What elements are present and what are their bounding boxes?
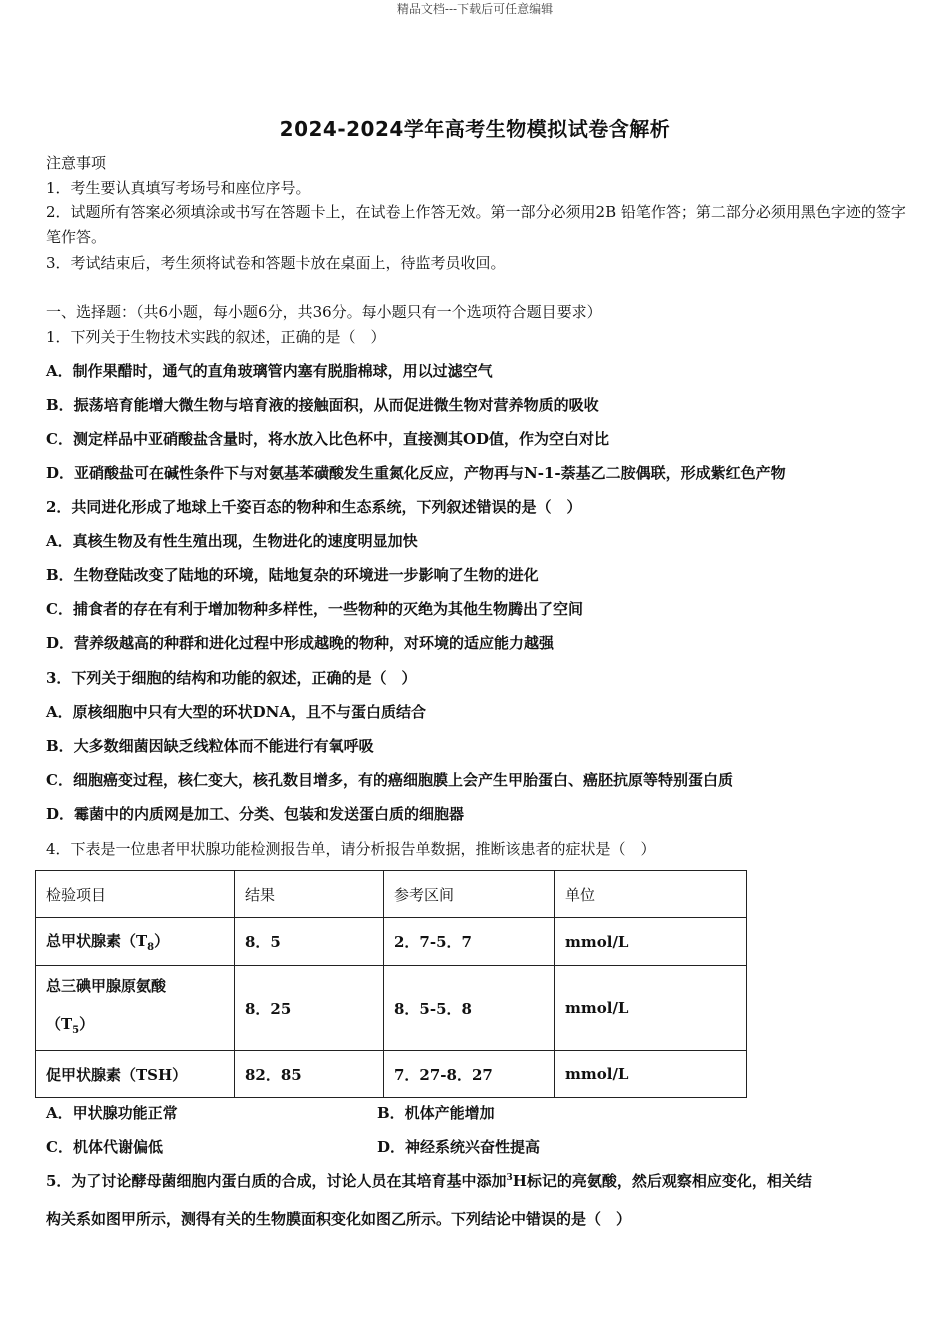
notice-item-1: 1．考生要认真填写考场号和座位序号。 bbox=[46, 179, 311, 197]
item-text: 总三碘甲腺原氨酸 bbox=[46, 976, 167, 995]
table-row bbox=[36, 1051, 747, 1098]
table-cell-unit: mmol/L bbox=[555, 966, 747, 1051]
q2-option-c: C．捕食者的存在有利于增加物种多样性，一些物种的灭绝为其他生物腾出了空间 bbox=[46, 600, 583, 618]
item-text-2: （T bbox=[46, 1014, 73, 1033]
notice-item-2: 2．试题所有答案必须填涂或书写在答题卡上，在试卷上作答无效。第一部分必须用2B 铅笔作答；第二部分必须用黑色字迹的签字笔作答。 bbox=[46, 203, 906, 246]
table-cell-result: 82．85 bbox=[235, 1051, 384, 1098]
q2-option-a: A．真核生物及有性生殖出现，生物进化的速度明显加快 bbox=[46, 532, 418, 550]
q4-option-c: C．机体代谢偏低 bbox=[46, 1138, 163, 1156]
table-cell-unit: mmol/L bbox=[555, 918, 747, 966]
item-text: 总甲状腺素（T bbox=[46, 932, 148, 950]
q5-stem-line2: 构关系如图甲所示，测得有关的生物膜面积变化如图乙所示。下列结论中错误的是（ ） bbox=[46, 1210, 632, 1228]
table-header-row bbox=[36, 871, 747, 918]
notice-item-3: 3．考试结束后，考生须将试卷和答题卡放在桌面上，待监考员收回。 bbox=[46, 254, 506, 272]
table-header: 检验项目 bbox=[36, 871, 235, 918]
item-subscript: 5 bbox=[72, 1024, 80, 1036]
table-cell-range: 7．27-8．27 bbox=[384, 1051, 555, 1098]
item-text-end: ） bbox=[154, 932, 170, 950]
table-cell-result: 8．5 bbox=[235, 918, 384, 966]
q1-stem: 1．下列关于生物技术实践的叙述，正确的是（ ） bbox=[46, 328, 386, 346]
notice-heading: 注意事项 bbox=[46, 154, 107, 172]
table-header: 单位 bbox=[555, 871, 747, 918]
q1-option-c: C．测定样品中亚硝酸盐含量时，将水放入比色杯中，直接测其OD值，作为空白对比 bbox=[46, 430, 610, 448]
q4-option-a: A．甲状腺功能正常 bbox=[46, 1104, 178, 1122]
q3-option-d: D．霉菌中的内质网是加工、分类、包装和发送蛋白质的细胞器 bbox=[46, 805, 465, 823]
q3-option-c: C．细胞癌变过程，核仁变大，核孔数目增多，有的癌细胞膜上会产生甲胎蛋白、癌胚抗原等特别蛋白质 bbox=[46, 771, 733, 789]
q1-option-b: B．振荡培育能增大微生物与培育液的接触面积，从而促进微生物对营养物质的吸收 bbox=[46, 396, 599, 414]
q5-stem-a: 5．为了讨论酵母菌细胞内蛋白质的合成，讨论人员在其培育基中添加 bbox=[46, 1172, 507, 1190]
table-header: 结果 bbox=[235, 871, 384, 918]
item-subscript: 8 bbox=[147, 942, 155, 953]
q2-stem: 2．共同进化形成了地球上千姿百态的物种和生态系统，下列叙述错误的是（ ） bbox=[46, 498, 582, 516]
table-cell-unit: mmol/L bbox=[555, 1051, 747, 1098]
q2-option-d: D．营养级越高的种群和进化过程中形成越晚的物种，对环境的适应能力越强 bbox=[46, 634, 555, 652]
table-cell-range: 2．7-5．7 bbox=[384, 918, 555, 966]
report-table bbox=[35, 870, 747, 1098]
q5-stem-b: H标记的亮氨酸，然后观察相应变化，相关结 bbox=[512, 1172, 812, 1190]
q5-stem-line1 bbox=[46, 1170, 812, 1191]
q4-option-b: B．机体产能增加 bbox=[377, 1104, 495, 1122]
table-cell-result: 8．25 bbox=[235, 966, 384, 1051]
table-cell-item bbox=[36, 918, 235, 966]
page-title: 2024-2024学年高考生物模拟试卷含解析 bbox=[279, 117, 671, 141]
table-header: 参考区间 bbox=[384, 871, 555, 918]
table-cell-item: 促甲状腺素（TSH） bbox=[36, 1051, 235, 1098]
q3-option-a: A．原核细胞中只有大型的环状DNA，且不与蛋白质结合 bbox=[46, 703, 426, 721]
table-row bbox=[36, 918, 747, 966]
table-cell-item bbox=[36, 966, 235, 1051]
header-note: 精品文档---下载后可任意编辑 bbox=[396, 2, 554, 16]
q3-stem: 3．下列关于细胞的结构和功能的叙述，正确的是（ ） bbox=[46, 669, 417, 687]
table-cell-range: 8．5-5．8 bbox=[384, 966, 555, 1051]
q3-option-b: B．大多数细菌因缺乏线粒体而不能进行有氧呼吸 bbox=[46, 737, 374, 755]
q1-option-a: A．制作果醋时，通气的直角玻璃管内塞有脱脂棉球，用以过滤空气 bbox=[46, 362, 493, 380]
q4-option-d: D．神经系统兴奋性提高 bbox=[377, 1138, 541, 1156]
q4-stem: 4．下表是一位患者甲状腺功能检测报告单，请分析报告单数据，推断该患者的症状是（ ） bbox=[46, 840, 656, 858]
q2-option-b: B．生物登陆改变了陆地的环境，陆地复杂的环境进一步影响了生物的进化 bbox=[46, 566, 539, 584]
item-text-end: ） bbox=[79, 1014, 95, 1033]
q5-superscript: 3 bbox=[506, 1173, 513, 1183]
table-row bbox=[36, 966, 747, 1051]
section-heading: 一、选择题：（共6小题，每小题6分，共36分。每小题只有一个选项符合题目要求） bbox=[46, 303, 602, 321]
q1-option-d: D．亚硝酸盐可在碱性条件下与对氨基苯磺酸发生重氮化反应，产物再与N-1-萘基乙二胺偶联，形成紫红色产物 bbox=[46, 464, 786, 482]
